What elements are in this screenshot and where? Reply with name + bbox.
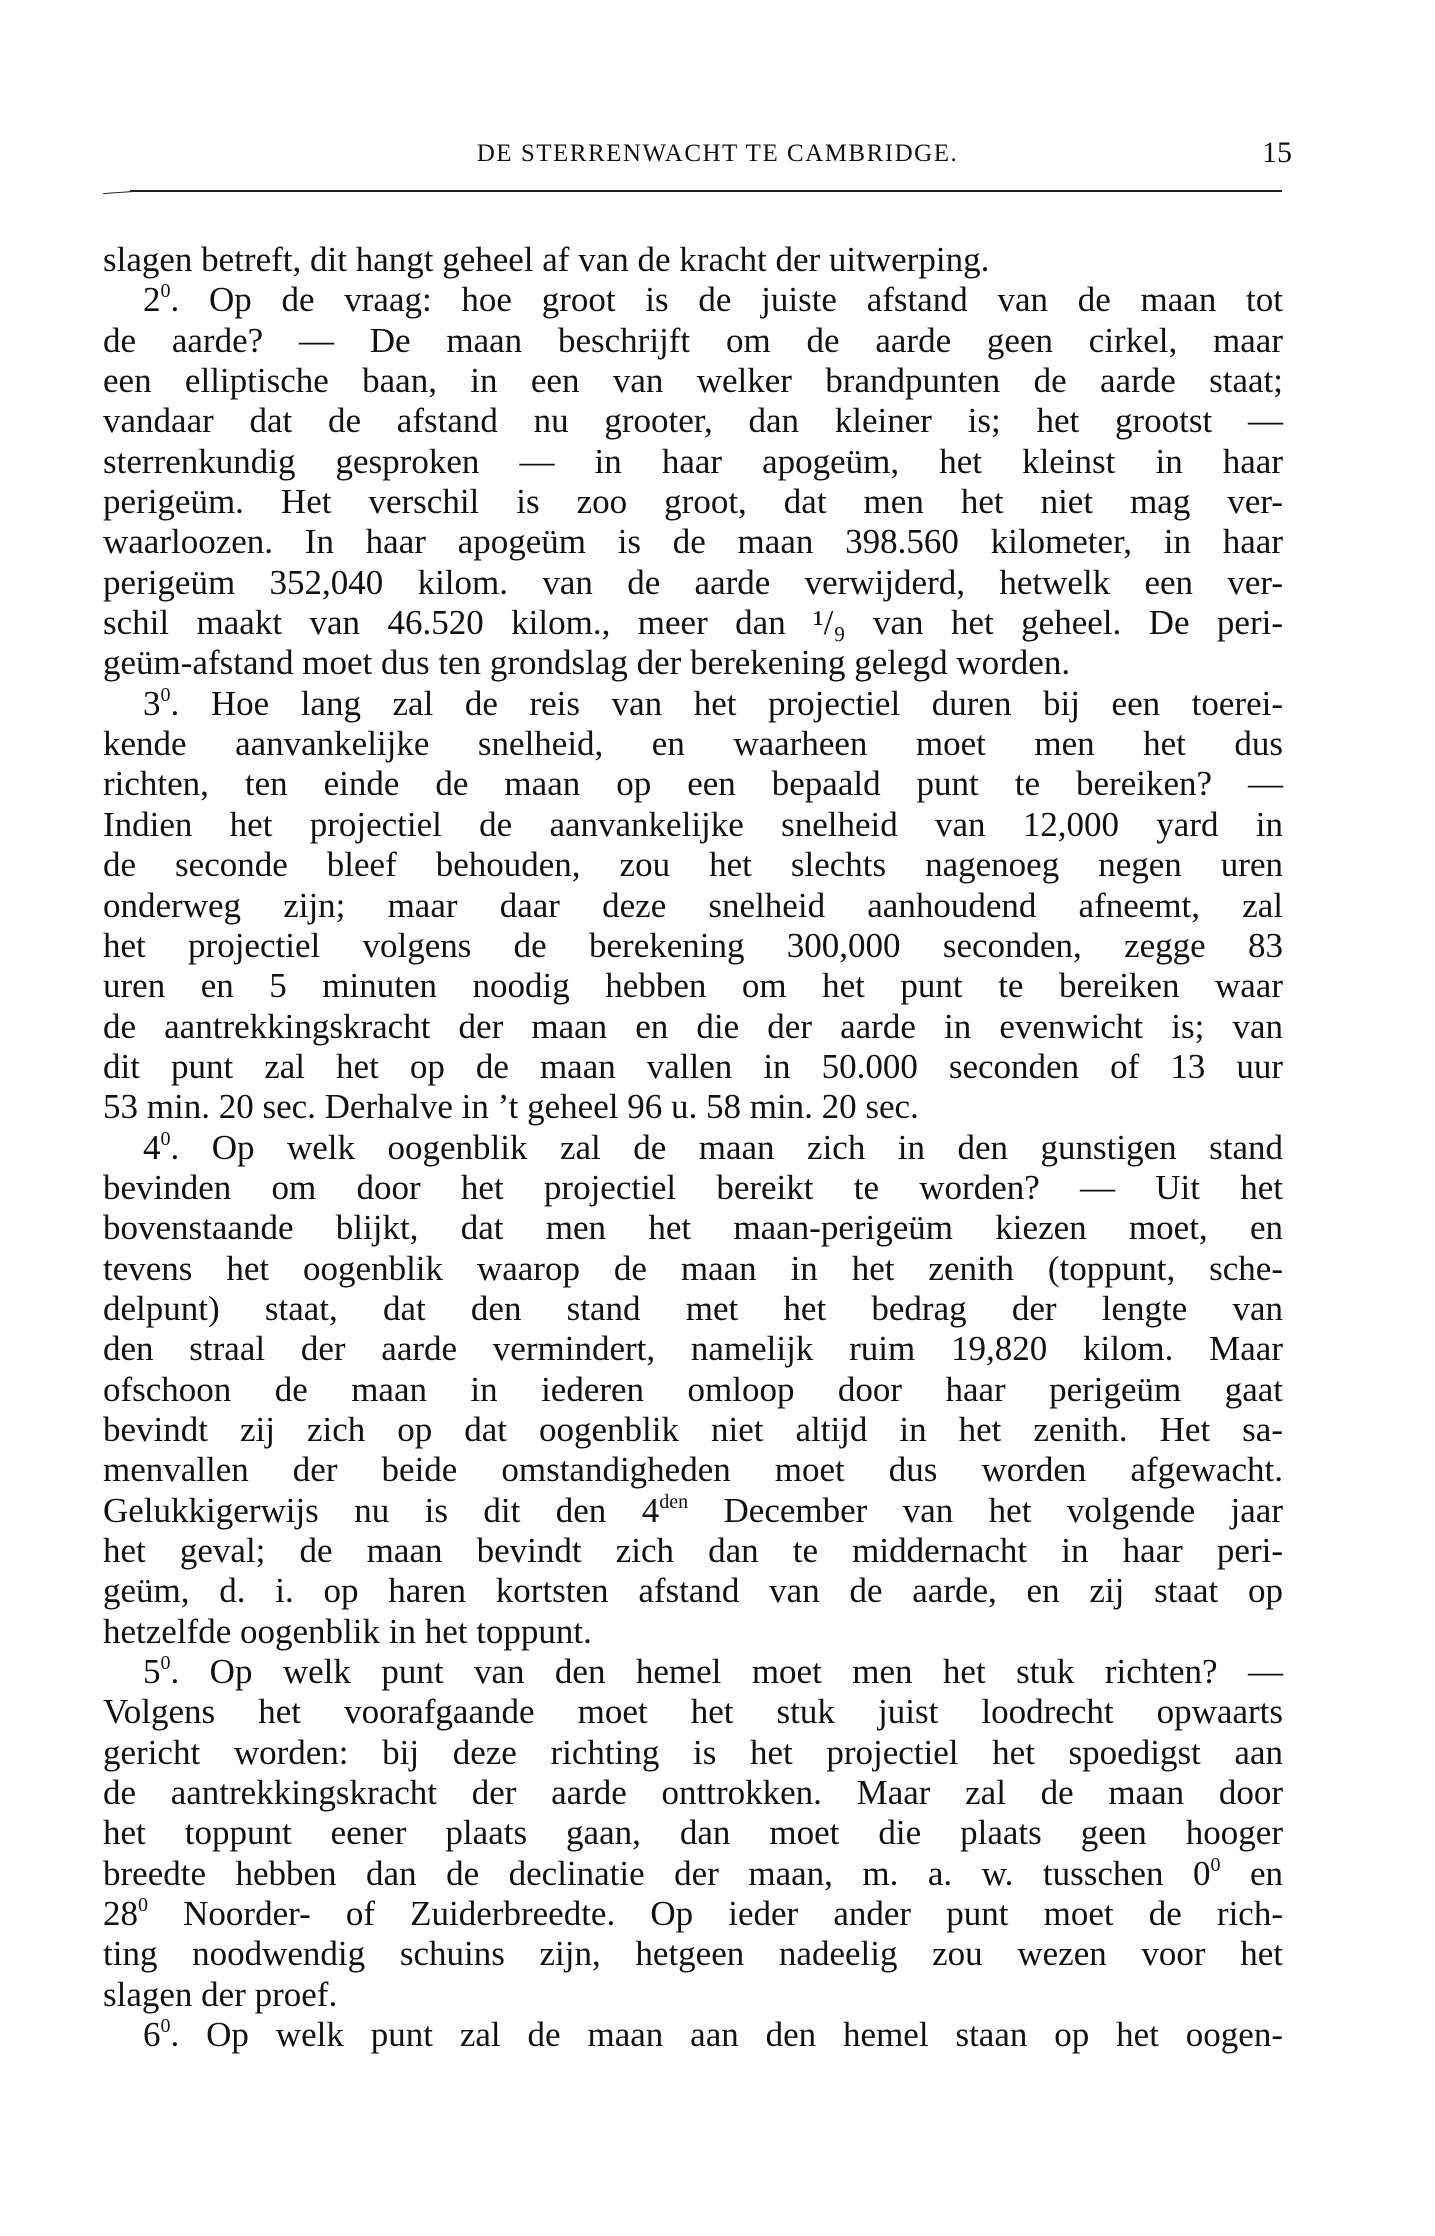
text-line: [103, 361, 1283, 401]
superscript: 0: [160, 1652, 171, 1675]
text-line: [103, 321, 1283, 361]
text-segment: hetzelfde oogenblik in het toppunt.: [103, 1611, 592, 1651]
text-line: [103, 805, 1283, 845]
text-line: [103, 1854, 1283, 1894]
text-segment: het toppunt eener plaats gaan, dan moet die plaats geen hooger: [103, 1813, 1283, 1853]
text-line: [103, 966, 1283, 1006]
text-line: [103, 1612, 1283, 1652]
superscript: 0: [160, 1127, 171, 1150]
text-segment: waarloozen. In haar apogeüm is de maan 398.560 kilometer, in haar: [103, 522, 1283, 562]
text-line: [103, 1450, 1283, 1490]
text-segment: December van het volgende jaar: [688, 1490, 1283, 1530]
text-segment: 53 min. 20 sec. Derhalve in ’t geheel 96 u. 58 min. 20 sec.: [103, 1087, 919, 1127]
text-line: [103, 1733, 1283, 1773]
text-segment: . Op welk oogenblik zal de maan zich in den gunstigen stand: [170, 1127, 1283, 1167]
superscript: 0: [160, 280, 171, 303]
text-segment: Gelukkigerwijs nu is dit den 4: [103, 1490, 660, 1530]
text-line: [103, 1813, 1283, 1853]
running-head: DE STERRENWACHT TE CAMBRIDGE.: [476, 140, 959, 167]
text-segment: ting noodwendig schuins zijn, hetgeen nadeelig zou wezen voor het: [103, 1934, 1283, 1974]
text-line: [103, 1007, 1283, 1047]
text-line: [103, 1531, 1283, 1571]
superscript: 0: [1210, 1853, 1221, 1876]
text-line: [103, 643, 1283, 683]
text-line: [103, 1370, 1283, 1410]
text-segment: bevindt zij zich op dat oogenblik niet altijd in het zenith. Het sa-: [103, 1409, 1283, 1449]
text-line: [103, 1128, 1283, 1168]
text-segment: schil maakt van 46.520 kilom., meer dan ¹/₉ van het geheel. De peri-: [103, 603, 1283, 643]
text-line: [103, 563, 1283, 603]
text-line: [103, 1410, 1283, 1450]
text-line: [103, 1289, 1283, 1329]
text-segment: onderweg zijn; maar daar deze snelheid aanhoudend afneemt, zal: [103, 885, 1283, 925]
text-segment: sterrenkundig gesproken — in haar apogeüm, het kleinst in haar: [103, 441, 1283, 481]
superscript: 0: [138, 1894, 148, 1917]
text-line: [103, 2015, 1283, 2055]
text-line: [103, 522, 1283, 562]
superscript: 0: [160, 683, 171, 706]
text-segment: slagen der proef.: [103, 1974, 338, 2014]
text-segment: delpunt) staat, dat den stand met het bedrag der lengte van: [103, 1288, 1283, 1328]
text-segment: 6: [143, 2015, 161, 2055]
text-segment: perigeüm 352,040 kilom. van de aarde verwijderd, hetwelk een ver-: [103, 562, 1283, 602]
text-line: [103, 603, 1283, 643]
text-line: [103, 926, 1283, 966]
text-line: [103, 482, 1283, 522]
text-segment: Indien het projectiel de aanvankelijke snelheid van 12,000 yard in: [103, 804, 1283, 844]
text-segment: slagen betreft, dit hangt geheel af van de kracht der uitwerping.: [103, 240, 990, 279]
text-segment: bevinden om door het projectiel bereikt te worden? — Uit het: [103, 1167, 1283, 1207]
text-line: [103, 886, 1283, 926]
text-segment: uren en 5 minuten noodig hebben om het punt te bereiken waar: [103, 966, 1283, 1006]
text-line: [103, 1692, 1283, 1732]
text-segment: 2: [143, 280, 161, 320]
text-segment: geüm, d. i. op haren kortsten afstand van de aarde, en zij staat op: [103, 1571, 1283, 1611]
text-segment: ofschoon de maan in iederen omloop door haar perigeüm gaat: [103, 1369, 1283, 1409]
text-line: [103, 240, 1283, 280]
text-segment: kende aanvankelijke snelheid, en waarheen moet men het dus: [103, 724, 1283, 764]
text-segment: het geval; de maan bevindt zich dan te middernacht in haar peri-: [103, 1531, 1283, 1570]
text-segment: het projectiel volgens de berekening 300,000 seconden, zegge 83: [103, 925, 1283, 965]
text-segment: . Hoe lang zal de reis van het projectiel duren bij een toerei-: [170, 683, 1283, 723]
text-segment: . Op welk punt van den hemel moet men het stuk richten? —: [170, 1652, 1283, 1692]
text-line: [103, 1249, 1283, 1289]
superscript: 0: [160, 2015, 171, 2038]
text-line: [103, 724, 1283, 764]
text-segment: Noorder- of Zuiderbreedte. Op ieder ander punt moet de rich-: [148, 1894, 1283, 1934]
text-line: [103, 280, 1283, 320]
text-segment: breedte hebben dan de declinatie der maan, m. a. w. tusschen 0: [103, 1853, 1211, 1893]
text-segment: perigeüm. Het verschil is zoo groot, dat men het niet mag ver-: [103, 482, 1283, 522]
text-segment: de aantrekkingskracht der aarde onttrokken. Maar zal de maan door: [103, 1773, 1283, 1813]
text-line: [103, 1571, 1283, 1611]
text-segment: gericht worden: bij deze richting is het projectiel het spoedigst aan: [103, 1732, 1283, 1772]
text-segment: . Op welk punt zal de maan aan den hemel staan op het oogen-: [170, 2015, 1283, 2055]
text-segment: geüm-afstand moet dus ten grondslag der berekening gelegd worden.: [103, 643, 1071, 683]
text-segment: Volgens het voorafgaande moet het stuk juist loodrecht opwaarts: [103, 1692, 1283, 1732]
text-line: [103, 1208, 1283, 1248]
text-line: [103, 684, 1283, 724]
text-segment: tevens het oogenblik waarop de maan in het zenith (toppunt, sche-: [103, 1248, 1283, 1288]
header-rule: [130, 190, 1282, 192]
text-line: [103, 1329, 1283, 1369]
text-segment: 5: [143, 1652, 161, 1692]
text-line: [103, 1894, 1283, 1934]
text-line: [103, 1652, 1283, 1692]
text-segment: menvallen der beide omstandigheden moet dus worden afgewacht.: [103, 1450, 1283, 1490]
text-line: [103, 1168, 1283, 1208]
text-line: [103, 1491, 1283, 1531]
text-segment: . Op de vraag: hoe groot is de juiste afstand van de maan tot: [170, 280, 1283, 320]
text-line: [103, 1975, 1283, 2015]
text-segment: een elliptische baan, in een van welker brandpunten de aarde staat;: [103, 361, 1283, 401]
text-segment: vandaar dat de afstand nu grooter, dan kleiner is; het grootst —: [103, 401, 1283, 441]
text-segment: bovenstaande blijkt, dat men het maan-perigeüm kiezen moet, en: [103, 1208, 1283, 1248]
text-segment: dit punt zal het op de maan vallen in 50.000 seconden of 13 uur: [103, 1046, 1283, 1086]
text-line: [103, 1934, 1283, 1974]
text-segment: de seconde bleef behouden, zou het slechts nagenoeg negen uren: [103, 845, 1283, 885]
body-text: [103, 240, 1283, 2055]
superscript: den: [659, 1490, 689, 1513]
text-segment: en: [1220, 1853, 1283, 1893]
text-line: [103, 1047, 1283, 1087]
text-line: [103, 442, 1283, 482]
page-number: 15: [1262, 136, 1292, 169]
text-segment: richten, ten einde de maan op een bepaald punt te bereiken? —: [103, 764, 1283, 804]
text-line: [103, 1773, 1283, 1813]
text-line: [103, 401, 1283, 441]
text-line: [103, 845, 1283, 885]
text-segment: 4: [143, 1127, 161, 1167]
text-segment: den straal der aarde vermindert, namelijk ruim 19,820 kilom. Maar: [103, 1329, 1283, 1369]
text-segment: de aarde? — De maan beschrijft om de aarde geen cirkel, maar: [103, 320, 1283, 360]
text-segment: de aantrekkingskracht der maan en die der aarde in evenwicht is; van: [103, 1006, 1283, 1046]
text-segment: 28: [103, 1894, 138, 1934]
text-line: [103, 764, 1283, 804]
text-segment: 3: [143, 683, 161, 723]
text-line: [103, 1087, 1283, 1127]
header-rule-tail: [103, 191, 133, 194]
